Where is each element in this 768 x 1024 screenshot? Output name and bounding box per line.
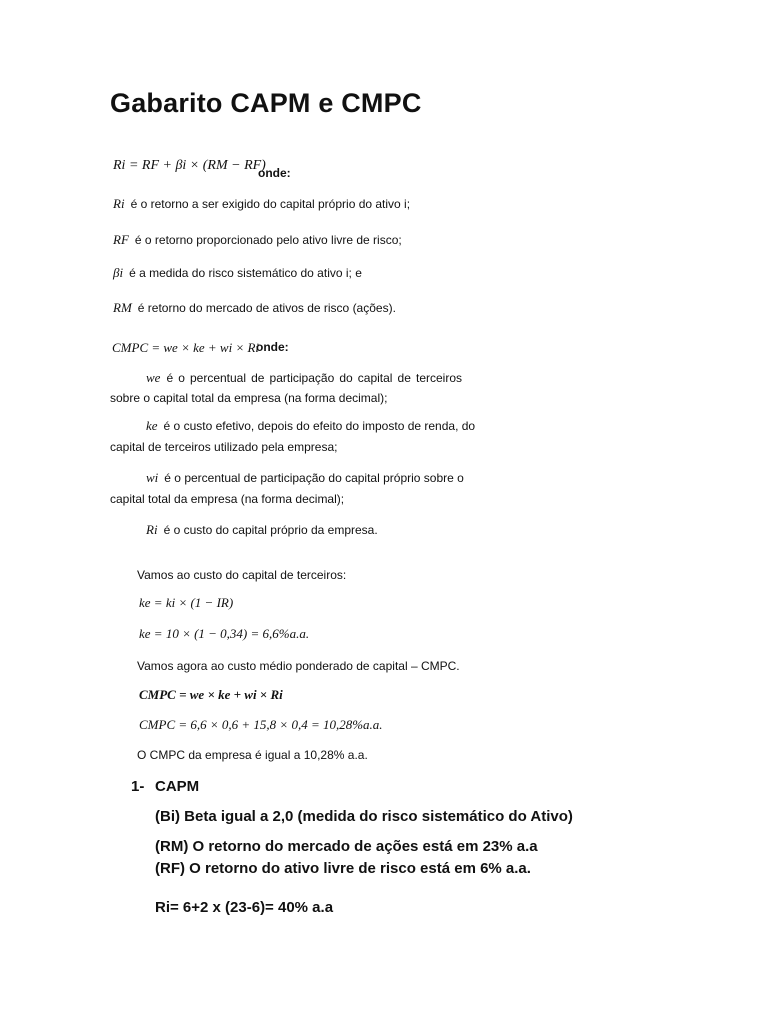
cmpc-def-ke bbox=[146, 418, 475, 434]
def-line1: é o custo efetivo, depois do efeito do imposto de renda, do bbox=[163, 419, 476, 433]
symbol-rf: RF bbox=[113, 232, 129, 247]
cmpc-def-we bbox=[110, 370, 462, 386]
capm-rf-line: (RF) O retorno do ativo livre de risco está em 6% a.a. bbox=[155, 860, 531, 877]
calc-intro-cmpc: Vamos agora ao custo médio ponderado de capital – CMPC. bbox=[137, 659, 460, 673]
cmpc-def-ke-cont: capital de terceiros utilizado pela empresa; bbox=[110, 440, 338, 454]
capm-rm-line: (RM) O retorno do mercado de ações está em 23% a.a bbox=[155, 838, 538, 855]
capm-formula: Ri = RF + βi × (RM − RF) bbox=[113, 158, 266, 173]
cmpc-onde-label: onde: bbox=[256, 340, 289, 354]
cmpc-calc: CMPC = 6,6 × 0,6 + 15,8 × 0,4 = 10,28%a.a. bbox=[139, 717, 383, 732]
capm-def-rm bbox=[113, 300, 396, 316]
cmpc-def-wi-cont: capital total da empresa (na forma decimal); bbox=[110, 492, 345, 506]
cmpc-formula: CMPC = we × ke + wi × Ri bbox=[112, 340, 260, 355]
symbol-beta: βi bbox=[113, 265, 124, 280]
cmpc-def-we-cont: sobre o capital total da empresa (na forma decimal); bbox=[110, 391, 388, 405]
page-title: Gabarito CAPM e CMPC bbox=[110, 88, 422, 118]
capm-result: Ri= 6+2 x (23-6)= 40% a.a bbox=[155, 899, 334, 916]
capm-onde-label: onde: bbox=[258, 166, 291, 180]
def-text: é o retorno a ser exigido do capital próprio do ativo i; bbox=[130, 197, 411, 211]
symbol-rm: RM bbox=[113, 300, 132, 315]
cmpc-conclusion: O CMPC da empresa é igual a 10,28% a.a. bbox=[137, 748, 368, 762]
def-text: é a medida do risco sistemático do ativo i; e bbox=[129, 266, 362, 280]
cmpc-def-ri bbox=[146, 522, 378, 538]
symbol-we: we bbox=[146, 370, 161, 385]
section-heading: CAPM bbox=[155, 778, 200, 795]
capm-def-beta bbox=[113, 265, 362, 281]
def-text: é o retorno proporcionado pelo ativo livre de risco; bbox=[134, 233, 402, 247]
capm-def-rf bbox=[113, 232, 402, 248]
ke-calc: ke = 10 × (1 − 0,34) = 6,6%a.a. bbox=[139, 626, 310, 641]
symbol-ri: Ri bbox=[146, 522, 158, 537]
capm-def-ri bbox=[113, 196, 410, 212]
def-line1: é o percentual de participação do capital de terceiros bbox=[166, 371, 462, 385]
cmpc-def-wi bbox=[146, 470, 464, 486]
symbol-ri: Ri bbox=[113, 196, 125, 211]
symbol-ke: ke bbox=[146, 418, 158, 433]
calc-intro-terceiros: Vamos ao custo do capital de terceiros: bbox=[137, 568, 347, 582]
symbol-wi: wi bbox=[146, 470, 159, 485]
capm-beta-line: (Bi) Beta igual a 2,0 (medida do risco sistemático do Ativo) bbox=[155, 808, 573, 825]
section-number: 1- bbox=[131, 778, 145, 795]
def-line1: é o custo do capital próprio da empresa. bbox=[163, 523, 378, 537]
cmpc-formula-bold: CMPC = we × ke + wi × Ri bbox=[139, 687, 283, 702]
def-text: é retorno do mercado de ativos de risco (ações). bbox=[137, 301, 396, 315]
ke-formula: ke = ki × (1 − IR) bbox=[139, 595, 234, 610]
def-line1: é o percentual de participação do capital próprio sobre o bbox=[164, 471, 464, 485]
